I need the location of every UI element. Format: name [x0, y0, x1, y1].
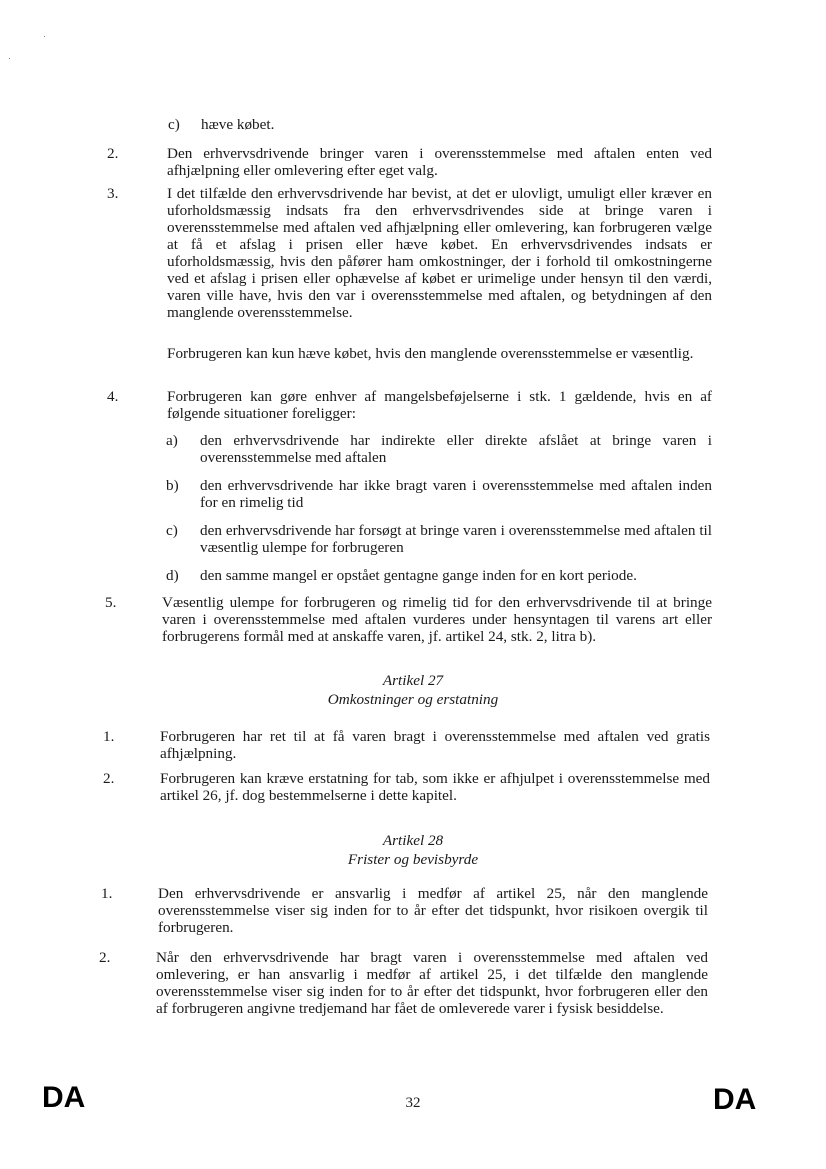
page-number: 32 [405, 1095, 421, 1111]
list-item-text: den erhvervsdrivende har ikke bragt varen i overensstemmelse med aftalen inden for en rimelig tid [200, 477, 712, 511]
paragraph-text: Forbrugeren kan kun hæve købet, hvis den manglende overensstemmelse er væsentlig. [167, 345, 694, 362]
paragraph-number: 3. [107, 185, 119, 202]
paragraph-text: Forbrugeren har ret til at få varen bragt i overensstemmelse med aftalen ved gratis afhjælpning. [160, 728, 710, 762]
language-marker-left: DA [42, 1081, 86, 1114]
scan-speck [9, 58, 10, 59]
list-letter: c) [168, 116, 180, 133]
paragraph-text: Forbrugeren kan kræve erstatning for tab, som ikke er afhjulpet i overensstemmelse med artikel 26, jf. dog bestemmelserne i dette kapitel. [160, 770, 710, 804]
paragraph-number: 5. [105, 594, 117, 611]
paragraph-text: Når den erhvervsdrivende har bragt varen i overensstemmelse med aftalen ved omlevering, er han ansvarlig i medfør af artikel 25, i det tilfælde den manglende overensstemmelse viser sig inden for to år efter det tidspunkt, hvor forbrugeren eller den af forbrugeren angivne tredjemand har fået de omleverede varer i fysisk besiddelse. [156, 949, 708, 1017]
list-item-text: den erhvervsdrivende har indirekte eller direkte afslået at bringe varen i overensstemmelse med aftalen [200, 432, 712, 466]
list-letter: a) [166, 432, 178, 449]
article-title: Artikel 27 [382, 672, 444, 689]
paragraph-number: 2. [103, 770, 115, 787]
paragraph-text: I det tilfælde den erhvervsdrivende har bevist, at det er ulovligt, umuligt eller kræver en uforholdsmæssig indsats fra den erhvervsdrivendes side at bringe varen i overensstemmelse med aftalen ved afhjælpning eller omlevering, kan forbrugeren vælge at få et afslag i prisen eller hæve købet. En erhvervsdrivendes indsats er uforholdsmæssig, hvis den påfører ham omkostninger, der i forhold til omkostningerne ved et afslag i prisen eller ophævelse af købet er urimelige under hensyn til den værdi, varen ville have, hvis den var i overensstemmelse med aftalen, og betydningen af den manglende overensstemmelse. [167, 185, 712, 321]
language-marker-right: DA [713, 1083, 757, 1116]
paragraph-number: 1. [103, 728, 115, 745]
paragraph-text: Den erhvervsdrivende er ansvarlig i medfør af artikel 25, når den manglende overensstemmelse viser sig inden for to år efter det tidspunkt, hvor risikoen overgik til forbrugeren. [158, 885, 708, 936]
paragraph-text: Den erhvervsdrivende bringer varen i overensstemmelse med aftalen enten ved afhjælpning eller omlevering efter eget valg. [167, 145, 712, 179]
article-title: Artikel 28 [382, 832, 444, 849]
list-letter: d) [166, 567, 179, 584]
paragraph-number: 4. [107, 388, 119, 405]
list-letter: b) [166, 477, 179, 494]
list-item-text: hæve købet. [201, 116, 275, 133]
article-subtitle: Frister og bevisbyrde [347, 851, 479, 868]
paragraph-text: Forbrugeren kan gøre enhver af mangelsbeføjelserne i stk. 1 gældende, hvis en af følgende situationer foreligger: [167, 388, 712, 422]
scan-speck [44, 36, 45, 37]
paragraph-number: 1. [101, 885, 113, 902]
list-item-text: den samme mangel er opstået gentagne gange inden for en kort periode. [200, 567, 637, 584]
list-letter: c) [166, 522, 178, 539]
paragraph-number: 2. [99, 949, 111, 966]
list-item-text: den erhvervsdrivende har forsøgt at bringe varen i overensstemmelse med aftalen til væsentlig ulempe for forbrugeren [200, 522, 712, 556]
paragraph-text: Væsentlig ulempe for forbrugeren og rimelig tid for den erhvervsdrivende til at bringe varen i overensstemmelse med aftalen vurderes under hensyntagen til varens art eller forbrugerens formål med at anskaffe varen, jf. artikel 24, stk. 2, litra b). [162, 594, 712, 645]
paragraph-number: 2. [107, 145, 119, 162]
article-subtitle: Omkostninger og erstatning [327, 691, 499, 708]
